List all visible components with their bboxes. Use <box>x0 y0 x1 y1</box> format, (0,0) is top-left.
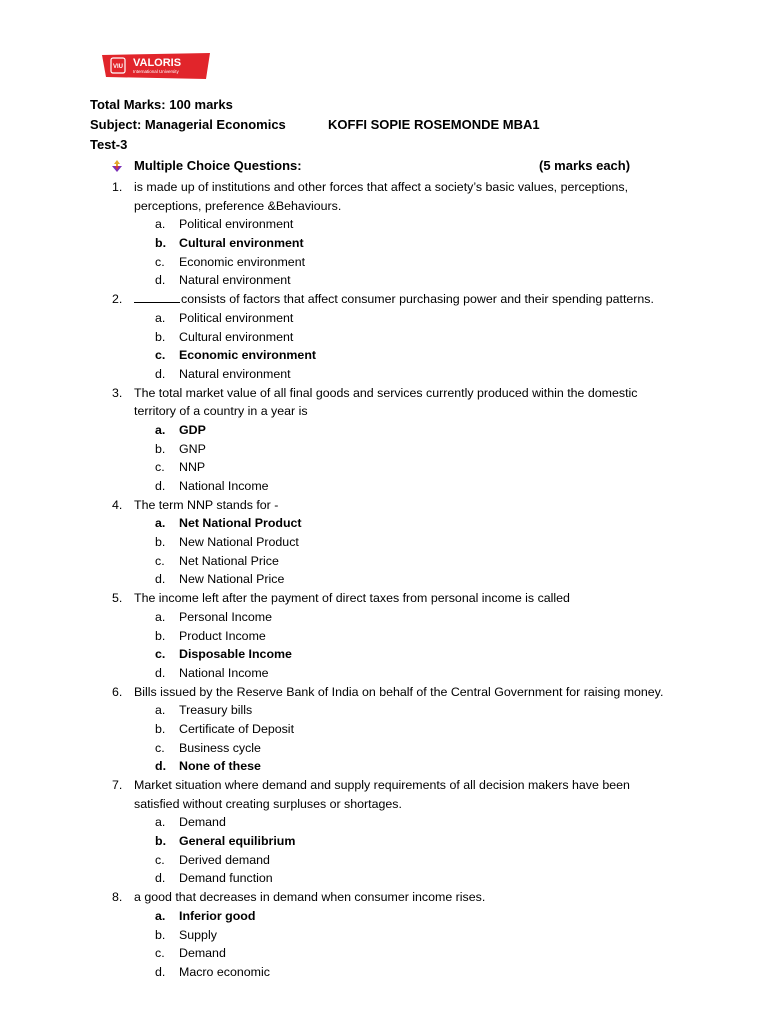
option-letter: d. <box>155 665 166 680</box>
option-letter: d. <box>155 366 166 381</box>
question-line <box>0 384 768 403</box>
option-text: Business cycle <box>179 740 261 755</box>
answer-option <box>0 477 768 496</box>
question-item <box>0 384 768 496</box>
option-letter: b. <box>155 441 166 456</box>
question-number: 6. <box>112 684 123 699</box>
question-item <box>0 776 768 888</box>
answer-option <box>0 215 768 234</box>
answer-option <box>0 309 768 328</box>
valoris-logo <box>102 53 210 79</box>
question-line <box>0 776 768 795</box>
answer-option <box>0 627 768 646</box>
question-text: satisfied without creating surpluses or shortages. <box>134 796 402 811</box>
option-letter: a. <box>155 516 166 531</box>
option-text: New National Product <box>179 535 299 550</box>
option-text: National Income <box>179 665 269 680</box>
total-marks: Total Marks: 100 marks <box>90 97 233 112</box>
section-title: Multiple Choice Questions: <box>134 158 302 173</box>
question-item <box>0 496 768 589</box>
option-letter: c. <box>155 647 166 662</box>
option-letter: c. <box>155 553 165 568</box>
option-text: GNP <box>179 441 206 456</box>
option-text: Economic environment <box>179 254 306 269</box>
option-text: Economic environment <box>179 348 317 363</box>
question-item <box>0 683 768 776</box>
answer-blank <box>134 290 180 303</box>
option-letter: b. <box>155 834 167 849</box>
answer-option <box>0 608 768 627</box>
option-text: Natural environment <box>179 273 291 288</box>
option-text: Derived demand <box>179 852 270 867</box>
question-line <box>0 290 768 309</box>
answer-option <box>0 851 768 870</box>
answer-option <box>0 514 768 533</box>
question-list <box>0 178 768 982</box>
logo-name: VALORIS <box>133 57 182 69</box>
logo-mark: VIU <box>112 64 124 70</box>
option-letter: c. <box>155 460 165 475</box>
question-text: Bills issued by the Reserve Bank of India on behalf of the Central Government for raising money. <box>134 684 664 699</box>
option-text: New National Price <box>179 572 285 587</box>
option-text: Demand <box>179 946 226 961</box>
option-text: GDP <box>179 422 206 437</box>
option-letter: c. <box>155 348 166 363</box>
option-letter: a. <box>155 422 166 437</box>
question-text: The income left after the payment of direct taxes from personal income is called <box>134 591 570 606</box>
option-letter: a. <box>155 703 166 718</box>
question-number: 1. <box>112 180 123 194</box>
answer-option <box>0 533 768 552</box>
option-letter: d. <box>155 964 166 979</box>
answer-option <box>0 832 768 851</box>
answer-option <box>0 645 768 664</box>
answer-option <box>0 757 768 776</box>
answer-option <box>0 440 768 459</box>
test-label: Test-3 <box>90 137 128 152</box>
question-text: The term NNP stands for - <box>134 497 279 512</box>
option-text: NNP <box>179 460 206 475</box>
answer-option <box>0 720 768 739</box>
answer-option <box>0 926 768 945</box>
question-number: 7. <box>112 778 123 792</box>
option-letter: a. <box>155 310 166 325</box>
subject: Subject: Managerial Economics <box>90 117 286 132</box>
option-text: Product Income <box>179 628 266 643</box>
answer-option <box>0 570 768 589</box>
question-text: territory of a country in a year is <box>134 404 308 419</box>
option-letter: a. <box>155 609 166 624</box>
option-text: Personal Income <box>179 609 272 624</box>
question-text: Market situation where demand and supply requirements of all decision makers have been <box>134 778 630 792</box>
option-letter: b. <box>155 535 166 550</box>
answer-option <box>0 701 768 720</box>
answer-option <box>0 664 768 683</box>
question-text: is made up of institutions and other forces that affect a society’s basic values, perceptions, <box>134 180 629 194</box>
option-text: Cultural environment <box>179 329 294 344</box>
option-letter: c. <box>155 946 165 961</box>
option-letter: b. <box>155 628 166 643</box>
option-letter: a. <box>155 217 166 232</box>
option-text: Inferior good <box>179 908 256 923</box>
question-number: 8. <box>112 890 123 905</box>
answer-option <box>0 552 768 571</box>
option-letter: b. <box>155 927 166 942</box>
option-letter: d. <box>155 273 166 288</box>
answer-option <box>0 458 768 477</box>
option-text: Disposable Income <box>179 647 292 662</box>
option-text: Cultural environment <box>179 236 304 251</box>
answer-option <box>0 234 768 253</box>
question-text: perceptions, preference &Behaviours. <box>134 198 342 213</box>
answer-option <box>0 739 768 758</box>
option-letter: b. <box>155 329 166 344</box>
question-line <box>0 402 768 421</box>
option-text: Net National Price <box>179 553 279 568</box>
logo-subtitle: International University <box>133 69 179 74</box>
question-item <box>0 178 768 290</box>
option-text: Natural environment <box>179 366 291 381</box>
student-name: KOFFI SOPIE ROSEMONDE MBA1 <box>328 117 540 132</box>
answer-option <box>0 869 768 888</box>
section-marks: (5 marks each) <box>539 158 631 173</box>
option-text: Certificate of Deposit <box>179 721 295 736</box>
answer-option <box>0 365 768 384</box>
answer-option <box>0 271 768 290</box>
option-text: Supply <box>179 927 217 942</box>
question-item <box>0 888 768 981</box>
question-item <box>0 589 768 682</box>
option-letter: b. <box>155 236 167 251</box>
option-letter: c. <box>155 852 165 867</box>
option-text: Political environment <box>179 310 294 325</box>
question-line <box>0 178 768 197</box>
diamond-arrow-bullet-icon <box>112 160 122 172</box>
option-letter: c. <box>155 254 165 269</box>
option-text: Demand <box>179 815 226 830</box>
option-letter: d. <box>155 479 166 493</box>
section-heading <box>112 157 672 175</box>
question-line <box>0 496 768 515</box>
answer-option <box>0 346 768 365</box>
option-letter: a. <box>155 815 166 830</box>
question-line <box>0 589 768 608</box>
option-text: Political environment <box>179 217 294 232</box>
answer-option <box>0 253 768 272</box>
question-line <box>0 888 768 907</box>
option-text: Macro economic <box>179 964 270 979</box>
question-number: 4. <box>112 497 123 512</box>
question-line <box>0 795 768 814</box>
option-text: Treasury bills <box>179 703 253 718</box>
option-text: National Income <box>179 479 269 493</box>
question-number: 2. <box>112 292 123 307</box>
option-letter: d. <box>155 871 166 886</box>
answer-option <box>0 421 768 440</box>
question-text: consists of factors that affect consumer purchasing power and their spending patterns. <box>134 290 654 309</box>
question-text: a good that decreases in demand when consumer income rises. <box>134 890 486 905</box>
answer-option <box>0 907 768 926</box>
question-number: 5. <box>112 591 123 606</box>
question-number: 3. <box>112 385 123 400</box>
option-letter: b. <box>155 721 166 736</box>
question-text: The total market value of all final goods and services currently produced within the domestic <box>134 385 638 400</box>
option-letter: a. <box>155 908 166 923</box>
option-text: General equilibrium <box>179 834 296 849</box>
question-line <box>0 197 768 216</box>
option-text: Demand function <box>179 871 273 886</box>
option-text: Net National Product <box>179 516 302 531</box>
answer-option <box>0 963 768 982</box>
option-letter: c. <box>155 740 165 755</box>
answer-option <box>0 813 768 832</box>
question-line <box>0 683 768 702</box>
option-text: None of these <box>179 759 261 774</box>
option-letter: d. <box>155 759 167 774</box>
answer-option <box>0 328 768 347</box>
answer-option <box>0 944 768 963</box>
option-letter: d. <box>155 572 166 587</box>
question-item <box>0 290 768 383</box>
